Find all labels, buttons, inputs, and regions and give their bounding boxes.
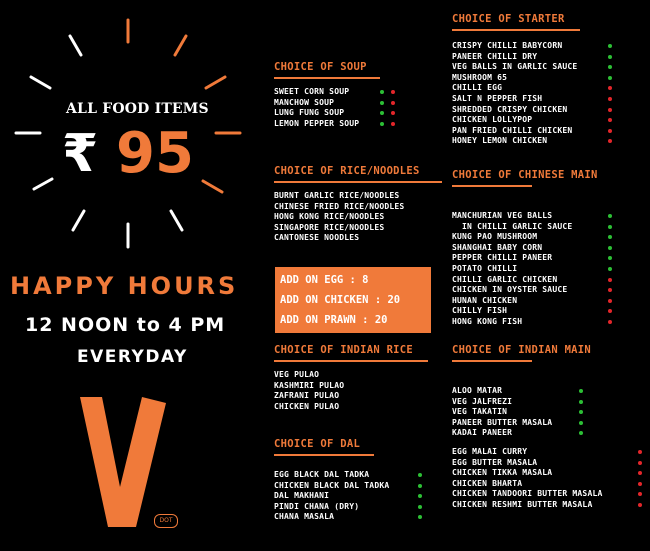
section-soup (274, 61, 434, 129)
menu-item-name: EGG BUTTER MASALA (452, 457, 538, 467)
menu-item (274, 202, 444, 213)
menu-item-name: SHREDDED CRISPY CHICKEN (452, 104, 568, 114)
section-title: CHOICE OF INDIAN RICE (274, 344, 414, 356)
menu-item (274, 491, 434, 502)
menu-item-name: CHICKEN PULAO (274, 401, 340, 411)
menu-item (452, 397, 647, 408)
addon-prawn: ADD ON PRAWN : 20 (280, 314, 388, 326)
menu-item-name: CHILLI EGG (452, 83, 503, 93)
menu-item (274, 98, 434, 109)
menu-item-name: HONEY LEMON CHICKEN (452, 136, 548, 146)
menu-item-name: ALOO MATAR (452, 386, 503, 395)
menu-item (452, 115, 632, 126)
veg-indicator-icon (579, 400, 583, 404)
section-title: CHOICE OF STARTER (452, 13, 565, 25)
veg-indicator-icon (579, 431, 583, 435)
section-title: CHOICE OF DAL (274, 438, 361, 450)
menu-item-name: CHICKEN TANDOORI BUTTER MASALA (452, 489, 603, 499)
veg-indicator-icon (608, 267, 612, 271)
rupee-symbol: ₹ (62, 124, 99, 184)
menu-item-name: VEG BALLS IN GARLIC SAUCE (452, 62, 578, 72)
section-divider (452, 360, 532, 362)
veg-indicator-icon (380, 122, 384, 126)
menu-item (452, 500, 647, 511)
section-divider (274, 360, 428, 362)
veg-indicator-icon (608, 246, 612, 250)
veg-indicator-icon (579, 421, 583, 425)
menu-item (452, 94, 632, 105)
menu-item (452, 407, 647, 418)
veg-indicator-icon (579, 389, 583, 393)
menu-item-name: LEMON PEPPER SOUP (274, 118, 360, 128)
menu-item-name: MANCHURIAN VEG BALLS (452, 211, 553, 220)
menu-item (452, 136, 632, 147)
menu-item-name: CHILLY FISH (452, 306, 508, 316)
happy-hours-title: HAPPY HOURS (10, 272, 239, 300)
menu-item-name: HONG KONG RICE/NOODLES (274, 212, 385, 222)
menu-item-name: IN CHILLI GARLIC SAUCE (452, 221, 573, 231)
menu-item-name: SHANGHAI BABY CORN (452, 242, 543, 252)
nonveg-indicator-icon (638, 471, 642, 475)
menu-item (452, 386, 647, 397)
menu-item (452, 41, 632, 52)
menu-item-name: POTATO CHILLI (452, 263, 518, 273)
nonveg-indicator-icon (608, 299, 612, 303)
menu-item-name: CHICKEN TIKKA MASALA (452, 468, 553, 478)
menu-item-name: LUNG FUNG SOUP (274, 108, 345, 118)
menu-item (452, 222, 632, 233)
veg-indicator-icon (418, 473, 422, 477)
section-divider (452, 29, 580, 31)
menu-item (274, 119, 434, 130)
menu-item (452, 211, 632, 222)
menu-item (452, 62, 632, 73)
menu-item (452, 52, 632, 63)
menu-item-name: CHICKEN BLACK DAL TADKA (274, 480, 390, 490)
menu-item-name: PANEER CHILLI DRY (452, 51, 538, 61)
section-divider (274, 181, 442, 183)
section-chinese-main (452, 169, 632, 328)
nonveg-indicator-icon (638, 503, 642, 507)
menu-item (452, 418, 647, 429)
menu-item (274, 402, 444, 413)
section-divider (452, 185, 532, 187)
nonveg-indicator-icon (391, 111, 395, 115)
menu-item (274, 481, 434, 492)
veg-indicator-icon (608, 235, 612, 239)
menu-item (274, 370, 444, 381)
happy-hours-days: EVERYDAY (77, 347, 188, 367)
menu-item-name: CHANA MASALA (274, 512, 335, 522)
menu-item-name: KUNG PAO MUSHROOM (452, 232, 538, 242)
addon-chicken: ADD ON CHICKEN : 20 (280, 294, 401, 306)
menu-item (274, 191, 444, 202)
menu-item-name: CHINESE FRIED RICE/NOODLES (274, 201, 405, 211)
menu-item-name: CHILLI GARLIC CHICKEN (452, 274, 558, 284)
veg-indicator-icon (418, 494, 422, 498)
veg-indicator-icon (418, 505, 422, 509)
veg-indicator-icon (608, 225, 612, 229)
menu-item-name: PEPPER CHILLI PANEER (452, 253, 553, 263)
menu-item-name: DAL MAKHANI (274, 491, 330, 501)
menu-item-name: SWEET CORN SOUP (274, 87, 350, 96)
nonveg-indicator-icon (608, 278, 612, 282)
menu-item-name: ZAFRANI PULAO (274, 391, 340, 401)
menu-item (452, 458, 647, 469)
menu-item (452, 264, 632, 275)
veg-indicator-icon (380, 111, 384, 115)
menu-item-name: VEG PULAO (274, 370, 320, 379)
veg-indicator-icon (608, 256, 612, 260)
menu-item-name: CRISPY CHILLI BABYCORN (452, 41, 563, 50)
menu-item-name: PAN FRIED CHILLI CHICKEN (452, 125, 573, 135)
menu-item-name: KASHMIRI PULAO (274, 380, 345, 390)
veg-indicator-icon (608, 44, 612, 48)
menu-item-name: HUNAN CHICKEN (452, 295, 518, 305)
nonveg-indicator-icon (391, 101, 395, 105)
logo-dot-label: DOT (154, 514, 178, 528)
menu-item-name: PINDI CHANA (DRY) (274, 501, 360, 511)
menu-item-name: CHICKEN LOLLYPOP (452, 115, 533, 125)
menu-item (274, 512, 434, 523)
veg-indicator-icon (418, 484, 422, 488)
section-rice-noodles (274, 165, 444, 244)
menu-item-name: MUSHROOM 65 (452, 72, 508, 82)
menu-item (274, 391, 444, 402)
menu-item-name: SALT N PEPPER FISH (452, 93, 543, 103)
menu-item-name: CHICKEN BHARTA (452, 478, 523, 488)
nonveg-indicator-icon (638, 450, 642, 454)
menu-item (452, 253, 632, 264)
nonveg-indicator-icon (638, 482, 642, 486)
nonveg-indicator-icon (608, 139, 612, 143)
menu-item (452, 447, 647, 458)
all-food-items-label: ALL FOOD ITEMS (66, 101, 209, 117)
price-value: 95 (116, 121, 194, 186)
happy-hours-time: 12 NOON to 4 PM (25, 314, 226, 336)
menu-item-name: MANCHOW SOUP (274, 97, 335, 107)
section-title: CHOICE OF CHINESE MAIN (452, 169, 598, 181)
menu-item (452, 296, 632, 307)
nonveg-indicator-icon (608, 309, 612, 313)
veg-indicator-icon (418, 515, 422, 519)
nonveg-indicator-icon (391, 90, 395, 94)
veg-indicator-icon (380, 101, 384, 105)
nonveg-indicator-icon (638, 461, 642, 465)
nonveg-indicator-icon (638, 492, 642, 496)
menu-item (452, 126, 632, 137)
menu-item-name: SINGAPORE RICE/NOODLES (274, 222, 385, 232)
nonveg-indicator-icon (608, 288, 612, 292)
menu-item (452, 243, 632, 254)
section-title: CHOICE OF INDIAN MAIN (452, 344, 592, 356)
veg-indicator-icon (608, 214, 612, 218)
veg-indicator-icon (608, 76, 612, 80)
section-title: CHOICE OF RICE/NOODLES (274, 165, 420, 177)
menu-item (452, 275, 632, 286)
menu-item (452, 232, 632, 243)
menu-item (452, 73, 632, 84)
menu-item-name: CHICKEN IN OYSTER SAUCE (452, 285, 568, 295)
menu-item (452, 317, 632, 328)
menu-item-name: CANTONESE NOODLES (274, 233, 360, 243)
v-dot-logo (78, 395, 168, 530)
menu-item (452, 83, 632, 94)
section-dal (274, 438, 434, 523)
menu-item (452, 428, 647, 439)
menu-item (452, 479, 647, 490)
menu-item (274, 233, 444, 244)
menu-item-name: HONG KONG FISH (452, 316, 523, 326)
nonveg-indicator-icon (608, 118, 612, 122)
menu-item (274, 223, 444, 234)
menu-item (274, 108, 434, 119)
menu-item-name: EGG BLACK DAL TADKA (274, 470, 370, 479)
section-indian-rice (274, 344, 444, 412)
section-indian-main (452, 344, 647, 511)
menu-item-name: KADAI PANEER (452, 428, 513, 438)
menu-item-name: PANEER BUTTER MASALA (452, 417, 553, 427)
nonveg-indicator-icon (608, 320, 612, 324)
menu-item-name: CHICKEN RESHMI BUTTER MASALA (452, 499, 593, 509)
menu-item-name: BURNT GARLIC RICE/NOODLES (274, 191, 400, 200)
menu-item (274, 470, 434, 481)
menu-item-name: VEG TAKATIN (452, 407, 508, 417)
addon-box (275, 267, 431, 333)
section-starter (452, 13, 632, 147)
menu-item-name: EGG MALAI CURRY (452, 446, 528, 456)
veg-indicator-icon (380, 90, 384, 94)
nonveg-indicator-icon (608, 129, 612, 133)
veg-indicator-icon (608, 55, 612, 59)
veg-indicator-icon (579, 410, 583, 414)
menu-item (274, 212, 444, 223)
menu-item (452, 468, 647, 479)
menu-item (274, 502, 434, 513)
nonveg-indicator-icon (608, 108, 612, 112)
addon-egg: ADD ON EGG : 8 (280, 274, 369, 286)
veg-indicator-icon (608, 65, 612, 69)
section-divider (274, 77, 380, 79)
nonveg-indicator-icon (608, 86, 612, 90)
nonveg-indicator-icon (391, 122, 395, 126)
menu-item (452, 489, 647, 500)
nonveg-indicator-icon (608, 97, 612, 101)
menu-item (452, 285, 632, 296)
section-divider (274, 454, 374, 456)
section-title: CHOICE OF SOUP (274, 61, 367, 73)
menu-item (274, 381, 444, 392)
menu-item (452, 105, 632, 116)
menu-item (274, 87, 434, 98)
menu-item-name: VEG JALFREZI (452, 396, 513, 406)
menu-item (452, 306, 632, 317)
